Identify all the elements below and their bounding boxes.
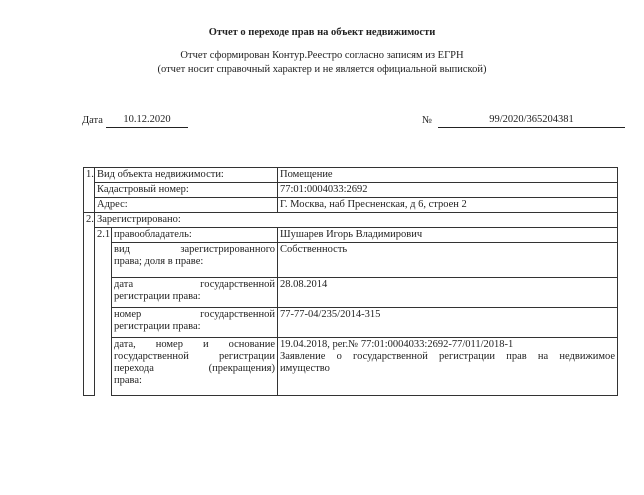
date-value: 10.12.2020 bbox=[106, 113, 188, 128]
report-subtitle-line1: Отчет сформирован Контур.Реестро согласно записям из ЕГРН bbox=[180, 50, 464, 61]
table-row bbox=[84, 198, 618, 213]
basis-value bbox=[278, 338, 618, 396]
table-row bbox=[84, 183, 618, 198]
section1-number: 1. bbox=[84, 168, 95, 213]
owner-value: Шушарев Игорь Владимирович bbox=[278, 228, 618, 243]
basis-label-line1: дата, номер и основание bbox=[114, 339, 276, 350]
right-type-label-line1: вид зарегистрированного bbox=[114, 244, 276, 255]
reg-date-label-line1: дата государственной bbox=[114, 279, 276, 290]
right-type-label-line2: права; доля в праве: bbox=[114, 256, 204, 267]
table-row bbox=[84, 168, 618, 183]
basis-value-line2: Заявление о государственной регистрации прав на недвижимое bbox=[280, 351, 616, 362]
section2-number: 2. bbox=[84, 213, 95, 396]
basis-label-line4: права: bbox=[114, 375, 142, 386]
cadastral-value: 77:01:0004033:2692 bbox=[278, 183, 618, 198]
basis-value-line1: 19.04.2018, рег.№ 77:01:0004033:2692-77/011/2018-1 bbox=[280, 339, 514, 350]
reg-number-label-line1: номер государственной bbox=[114, 309, 276, 320]
table-row bbox=[84, 243, 618, 278]
report-subtitle-line2: (отчет носит справочный характер и не является официальной выпиской) bbox=[157, 64, 487, 75]
reg-number-value: 77-77-04/235/2014-315 bbox=[278, 308, 618, 338]
table-row bbox=[84, 308, 618, 338]
reg-number-label bbox=[112, 308, 278, 338]
right-type-value: Собственность bbox=[278, 243, 618, 278]
report-title: Отчет о переходе прав на объект недвижимости bbox=[208, 27, 436, 38]
cadastral-label: Кадастровый номер: bbox=[95, 183, 278, 198]
object-type-value: Помещение bbox=[278, 168, 618, 183]
object-type-label: Вид объекта недвижимости: bbox=[95, 168, 278, 183]
number-value: 99/2020/365204381 bbox=[438, 113, 625, 128]
number-label: № bbox=[422, 115, 433, 126]
owner-label: правообладатель: bbox=[112, 228, 278, 243]
basis-label-line3: перехода (прекращения) bbox=[114, 363, 276, 374]
table-row bbox=[84, 338, 618, 396]
address-label: Адрес: bbox=[95, 198, 278, 213]
table-row bbox=[84, 278, 618, 308]
subsection-number: 2.1 bbox=[95, 228, 112, 396]
reg-date-label-line2: регистрации права: bbox=[114, 291, 201, 302]
reg-date-label bbox=[112, 278, 278, 308]
reg-date-value: 28.08.2014 bbox=[278, 278, 618, 308]
table-row bbox=[84, 213, 618, 228]
basis-value-line3: имущество bbox=[280, 363, 330, 374]
basis-label-line2: государственной регистрации bbox=[114, 351, 276, 362]
right-type-label bbox=[112, 243, 278, 278]
section2-title: Зарегистрировано: bbox=[95, 213, 618, 228]
date-label: Дата bbox=[82, 115, 103, 126]
address-value: Г. Москва, наб Пресненская, д 6, строен 2 bbox=[278, 198, 618, 213]
report-table bbox=[83, 167, 618, 396]
table-row bbox=[84, 228, 618, 243]
reg-number-label-line2: регистрации права: bbox=[114, 321, 201, 332]
basis-label bbox=[112, 338, 278, 396]
